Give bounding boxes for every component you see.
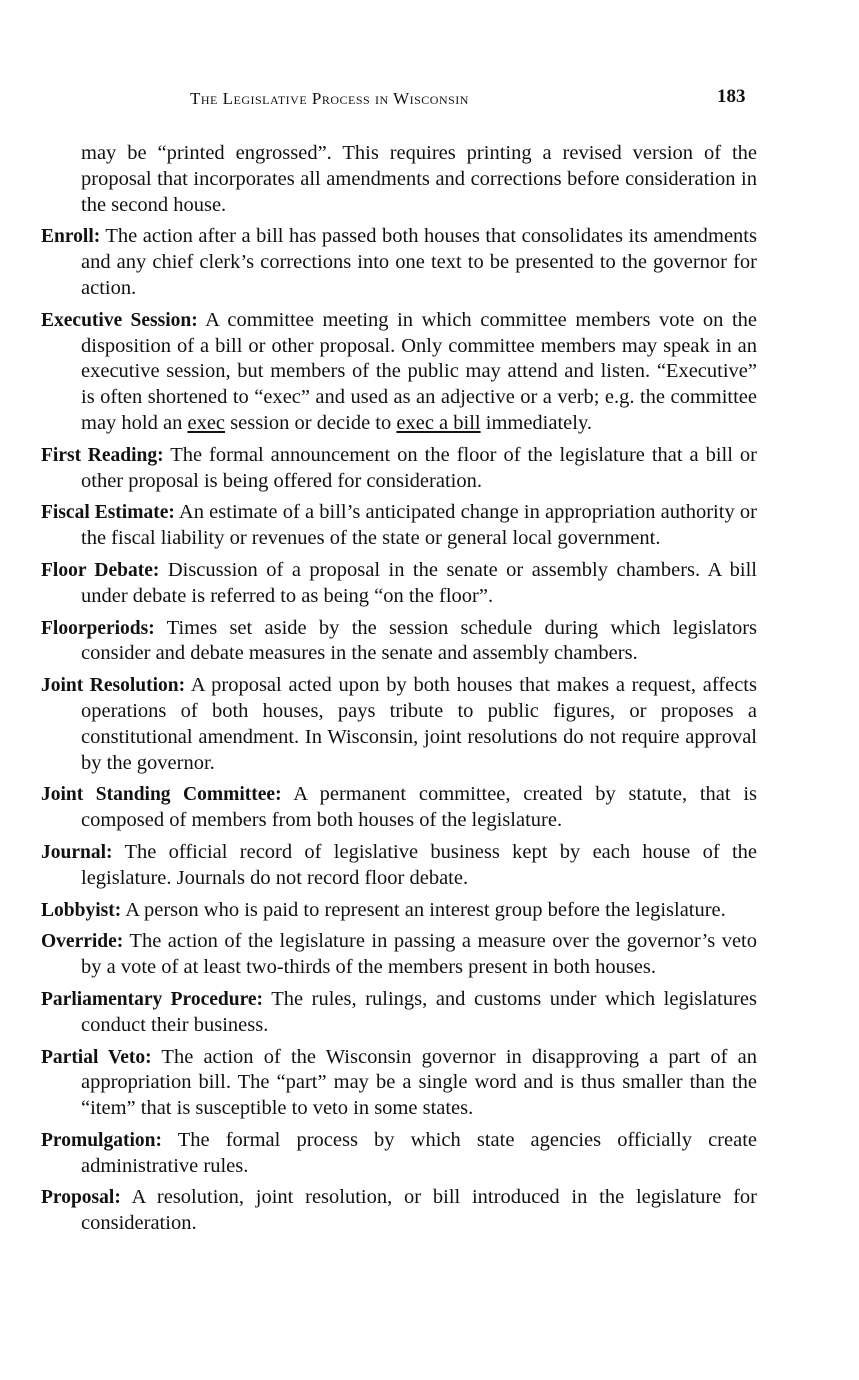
glossary-entry-floorperiods (41, 616, 757, 668)
glossary-term: First Reading: (41, 444, 164, 466)
page-number: 183 (717, 86, 746, 107)
glossary-definition-continued: session or decide to (225, 411, 397, 434)
glossary-definition: The action of the Wisconsin governor in disapproving a part of an appropriation bill. The “part” may be a single word and is thus smaller than the “item” that is susceptible to veto in some states. (81, 1045, 757, 1120)
glossary-definition: A permanent committee, created by statute, that is composed of members from both houses of the legislature. (81, 783, 757, 832)
glossary-definition: The action of the legislature in passing a measure over the governor’s veto by a vote of at least two-thirds of the members present in both houses. (81, 930, 757, 979)
glossary-definition: The formal announcement on the floor of the legislature that a bill or other proposal is being offered for consideration. (81, 443, 757, 492)
glossary-definition: The formal process by which state agencies officially create administrative rules. (81, 1128, 757, 1177)
running-head: The Legislative Process in Wisconsin (190, 89, 469, 108)
underlined-term: exec (187, 411, 226, 434)
glossary-term: Floor Debate: (41, 559, 160, 581)
glossary-entry-promulgation (41, 1128, 757, 1180)
glossary-entry-fiscal-estimate (41, 500, 757, 552)
glossary-entry-lobbyist (41, 898, 757, 924)
glossary-term: Partial Veto: (41, 1046, 152, 1068)
glossary-term: Joint Resolution: (41, 675, 186, 697)
glossary-term: Lobbyist: (41, 899, 122, 921)
glossary-body (41, 141, 757, 1243)
glossary-entry-joint-resolution (41, 673, 757, 776)
glossary-definition: A resolution, joint resolution, or bill introduced in the legislature for consideration. (81, 1186, 757, 1235)
glossary-entry-override (41, 929, 757, 981)
glossary-entry-joint-standing-committee (41, 782, 757, 834)
glossary-term: Promulgation: (41, 1129, 162, 1151)
continuation-paragraph: may be “printed engrossed”. This requires printing a revised version of the proposal that incorporates all amendments and corrections before consideration in the second house. (81, 142, 757, 216)
glossary-definition: A proposal acted upon by both houses that makes a request, affects operations of both houses, pays tribute to public figures, or proposes a constitutional amendment. In Wisconsin, joint resolutions do not require approval by the governor. (81, 674, 757, 774)
glossary-term: Floorperiods: (41, 617, 155, 639)
glossary-definition: An estimate of a bill’s anticipated change in appropriation authority or the fiscal liability or revenues of the state or general local government. (81, 501, 757, 550)
glossary-term: Proposal: (41, 1187, 121, 1209)
glossary-term: Executive Session: (41, 309, 198, 331)
glossary-definition: Discussion of a proposal in the senate or assembly chambers. A bill under debate is referred to as being “on the floor”. (81, 558, 757, 607)
glossary-definition-end: immediately. (480, 411, 593, 434)
glossary-entry-partial-veto (41, 1045, 757, 1122)
glossary-definition: The action after a bill has passed both houses that consolidates its amendments and any chief clerk’s corrections into one text to be presented to the governor for action. (81, 225, 757, 299)
glossary-term: Enroll: (41, 226, 101, 248)
glossary-entry-first-reading (41, 443, 757, 495)
glossary-entry-parliamentary-procedure (41, 987, 757, 1039)
glossary-entry-enroll (41, 224, 757, 301)
glossary-definition: The rules, rulings, and customs under which legislatures conduct their business. (81, 987, 757, 1036)
glossary-definition: Times set aside by the session schedule during which legislators consider and debate measures in the senate and assembly chambers. (81, 616, 757, 665)
glossary-term: Parliamentary Procedure: (41, 988, 264, 1010)
glossary-entry-floor-debate (41, 558, 757, 610)
glossary-entry-journal (41, 840, 757, 892)
glossary-term: Journal: (41, 841, 113, 863)
glossary-entry-proposal (41, 1185, 757, 1237)
glossary-definition: A person who is paid to represent an interest group before the legislature. (121, 898, 726, 921)
glossary-term: Fiscal Estimate: (41, 502, 175, 524)
glossary-entry-executive-session (41, 308, 757, 437)
glossary-term: Override: (41, 931, 124, 953)
glossary-definition: A committee meeting in which committee members vote on the disposition of a bill or other proposal. Only committee members may speak in an executive session, but members of the public may attend and listen. “Executive” is often shortened to “exec” and used as an adjective or a verb; e.g. the committee may hold an (81, 308, 757, 434)
glossary-term: Joint Standing Committee: (41, 784, 282, 806)
underlined-term: exec a bill (396, 411, 481, 434)
glossary-definition: The official record of legislative business kept by each house of the legislature. Journals do not record floor debate. (81, 840, 757, 889)
